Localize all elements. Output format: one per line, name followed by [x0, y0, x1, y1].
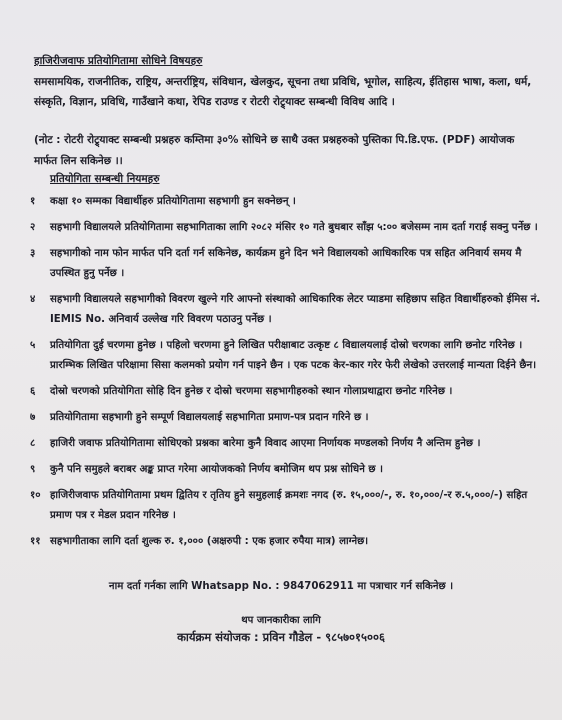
rules-list: [30, 192, 545, 558]
rule-text: सहभागीको नाम फोन मार्फत पनि दर्ता गर्न सकिनेछ, कार्यक्रम हुने दिन भने विद्यालयको आधिकारिक पत्र सहित अनिवार्य समय मै उपस्थित हुनु पर्नेछ ।: [50, 248, 522, 279]
rule-text: प्रतियोगिता दुई चरणमा हुनेछ । पहिलो चरणमा हुने लिखित परीक्षाबाट उत्कृष्ट ८ विद्यालयलाई दोस्रो चरणका लागि छनोट गरिनेछ । प्रारम्भिक लिखित परिक्षामा सिसा कलमको प्रयोग गर्न पाइने छैन । एक पटक केर-कार गरेर फेरी लेखेको उत्तरलाई मान्यता दिईने छैन।: [50, 340, 537, 371]
rule-number: ४: [30, 294, 36, 305]
rule-text: हाजिरी जवाफ प्रतियोगितामा सोधिएको प्रश्नका बारेमा कुनै विवाद आएमा निर्णायक मण्डलको निर्णय नै अन्तिम हुनेछ ।: [50, 438, 481, 449]
note-text: (नोट : रोटरी रोट्र्याक्ट सम्बन्धी प्रश्नहरु कम्तिमा ३०% सोधिने छ साथै उक्त प्रश्नहरुको पुस्तिका पि.डि.एफ. (PDF) आयोजक मार्फत लिन सकिनेछ ।।: [34, 134, 515, 167]
rule-text: सहभागी विद्यालयले प्रतियोगितामा सहभागिताका लागि २०८२ मंसिर १० गते बुधबार साँझ ५:०० बजेसम्म नाम दर्ता गराई सक्नु पर्नेछ ।: [50, 222, 538, 233]
more-info-line: थप जानकारीका लागि: [241, 615, 321, 626]
rule-number: १०: [30, 490, 41, 501]
topics-heading: हाजिरीजवाफ प्रतियोगितामा सोधिने विषयहरु: [34, 55, 203, 67]
topics-text: समसामयिक, राजनीतिक, राष्ट्रिय, अन्तर्राष्ट्रिय, संविधान, खेलकुद, सूचना तथा प्रविधि, भूगोल, साहित्य, ईतिहास भाषा, कला, धर्म, संस्कृति, विज्ञान, प्रविधि, गाउँखाने कथा, रेपिड राउण्ड र रोटरी रोट्र्याक्ट सम्बन्धी विविध आदि ।: [34, 76, 532, 108]
rule-number: २: [30, 222, 36, 233]
rule-number: ७: [30, 412, 36, 423]
rule-item: [30, 408, 545, 428]
rule-number: ५: [30, 340, 36, 351]
rule-item: [30, 460, 545, 480]
whatsapp-registration-line: नाम दर्ता गर्नका लागि Whatsapp No. : 9847062911 मा पत्राचार गर्न सकिनेछ ।: [108, 581, 454, 592]
rule-number: १: [30, 196, 36, 207]
rule-item: [30, 382, 545, 402]
rule-text: कक्षा १० सम्मका विद्यार्थीहरु प्रतियोगितामा सहभागी हुन सक्नेछन् ।: [50, 196, 296, 207]
rule-number: ६: [30, 386, 36, 397]
rule-text: कुनै पनि समुहले बराबर अङ्क प्राप्त गरेमा आयोजकको निर्णय बमोजिम थप प्रश्न सोधिने छ ।: [50, 464, 383, 475]
rule-item: [30, 532, 545, 552]
rule-item: [30, 336, 545, 376]
rule-number: ३: [30, 248, 36, 259]
rule-text: हाजिरीजवाफ प्रतियोगितामा प्रथम द्वितिय र तृतिय हुने समुहलाई क्रमशः नगद (रु. १५,०००/-, रु. १०,०००/-र रु.५,०००/-) सहित प्रमाण पत्र र मेडल प्रदान गरिनेछ ।: [50, 490, 528, 521]
coordinator-line: कार्यक्रम संयोजक : प्रविन गौडेल - ९८५७०१५००६: [177, 630, 385, 644]
rule-number: ९: [30, 464, 36, 475]
rule-text: प्रतियोगितामा सहभागी हुने सम्पूर्ण विद्यालयलाई सहभागिता प्रमाण-पत्र प्रदान गरिने छ ।: [50, 412, 369, 423]
rule-item: [30, 218, 545, 238]
rule-item: [30, 192, 545, 212]
rule-item: [30, 434, 545, 454]
rule-number: ११: [30, 536, 41, 547]
rule-text: सहभागी विद्यालयले सहभागीको विवरण खुल्ने गरि आफ्नो संस्थाको आधिकारिक लेटर प्याडमा सहिछाप सहित विद्यार्थीहरुको ईमिस नं. IEMIS No. अनिवार्य उल्लेख गरि विवरण पठाउनु पर्नेछ ।: [50, 294, 541, 325]
rules-heading: प्रतियोगिता सम्बन्धी नियमहरु: [50, 173, 160, 185]
rule-number: ८: [30, 438, 36, 449]
rule-text: सहभागीताका लागि दर्ता शुल्क रु. १,००० (अक्षरुपी : एक हजार रुपैया मात्र) लाग्नेछ।: [50, 536, 369, 547]
rule-item: [30, 486, 545, 526]
rule-text: दोस्रो चरणको प्रतियोगिता सोहि दिन हुनेछ र दोस्रो चरणमा सहभागीहरुको स्थान गोलाप्रथाद्वारा छनोट गरिनेछ ।: [50, 386, 453, 397]
rule-item: [30, 244, 545, 284]
rule-item: [30, 290, 545, 330]
